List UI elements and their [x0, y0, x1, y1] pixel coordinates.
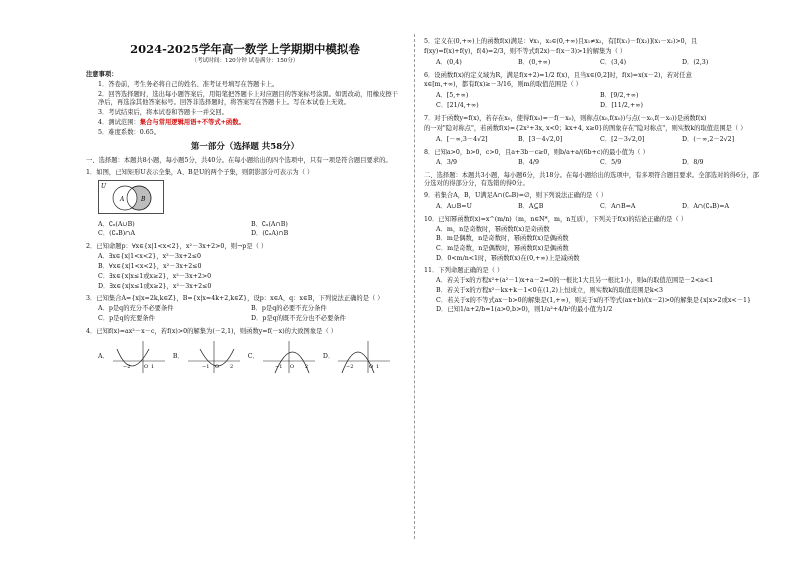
q11-option-c[interactable]: C．若关于x的不等式ax－b>0的解集是(1,+∞)，则关于x的不等式(ax+b)/(x－2)>0的解集是{x|x>2或x<－1} [436, 296, 752, 304]
venn-label-u: U [101, 182, 107, 190]
q4-option-c[interactable] [248, 339, 317, 375]
q4-graph-b [186, 339, 242, 375]
q1-option-a[interactable]: A．∁ᵤ(A∪B) [98, 220, 135, 228]
q1-options [86, 220, 404, 240]
note-4-label: 4．测试范围： [98, 118, 140, 126]
q3-option-a[interactable]: A．p是q的充分不必要条件 [98, 305, 174, 313]
q2-option-a[interactable]: A．∃x∈{x|1<x<2}，x²－3x+2≤0 [98, 253, 202, 261]
q6-option-c[interactable]: C．[21/4,+∞) [436, 102, 479, 110]
q10-option-c[interactable]: C．m是奇数，n是偶数时，幂函数f(x)是偶函数 [436, 245, 569, 253]
q4-graph-options [86, 339, 404, 375]
note-3: 3．考试结束后，将本试卷和答题卡一并交回。 [98, 108, 228, 116]
q1-stem: 1．如图，已知矩形U表示全集，A、B是U的两个子集，则阴影部分可表示为（ ） [86, 168, 314, 176]
q5-option-c[interactable]: C．(3,4) [600, 58, 627, 66]
section2-intro: 二、选择题：本题共3小题，每小题6分，共18分。在每小题给出的选项中，有多项符合题目要求。全部选对的得6分，部分选对的得部分分，有选错的得0分。 [424, 172, 759, 188]
q4-option-c-label: C． [247, 353, 259, 361]
svg-text:1: 1 [150, 364, 155, 371]
svg-text:O: O [214, 364, 219, 371]
venn-label-b: B [141, 195, 146, 203]
q4-option-a[interactable] [98, 339, 167, 375]
q7-stem-b: 的一对"隐对称点"，若函数f(x)={2x²+3x, x<0；kx+4, x≥0}的图象存在"隐对称点"，则实数k的取值范围是（ ） [424, 124, 747, 132]
left-column [86, 34, 404, 375]
q3-option-c[interactable]: C．p是q的充要条件 [98, 315, 155, 323]
q8-option-c[interactable]: C．5/9 [600, 159, 622, 167]
scope-highlight: 集合与常用逻辑用语+不等式+函数。 [139, 118, 245, 126]
q3-option-d[interactable]: D．p是q的既不充分也不必要条件 [251, 315, 346, 323]
q2-option-d[interactable]: D．∃x∈{x|x≤1或x≥2}，x²－3x+2≤0 [98, 282, 212, 290]
q11-option-a[interactable]: A．若关于x的方程x²+(a²－1)x+a－2=0的一根比1大且另一根比1小，则a的取值范围是－2<a<1 [436, 276, 714, 284]
q6-option-b[interactable]: B．[9/2,+∞) [600, 92, 639, 100]
q9-option-a[interactable]: A．A∪B=U [436, 202, 472, 210]
svg-text:−2: −2 [122, 364, 131, 371]
q4-graph-a [111, 339, 167, 375]
note-5: 5．难度系数：0.65。 [98, 128, 161, 136]
q8-options [424, 158, 764, 168]
svg-text:2: 2 [304, 364, 309, 371]
q3-options [86, 304, 404, 324]
q4-stem: 4．已知f(x)=ax²－x－c，若f(x)>0的解集为(－2,1)，则函数y=f(－x)的大致图象是（ ） [86, 328, 338, 336]
svg-text:O: O [369, 364, 374, 371]
exam-title: 2024-2025学年高一数学上学期期中模拟卷 [130, 42, 360, 56]
q5-options [424, 58, 764, 68]
q2-stem: 2．已知命题p：∀x∈{x|1<x<2}，x²－3x+2>0，则¬p是（ ） [86, 243, 268, 251]
note-4 [86, 119, 404, 127]
q8-stem: 8．已知a>0，b>0，c>0，且a+3b－c≥0，则b/a+a/(6b+c)的最小值为（ ） [424, 148, 649, 156]
q4-option-b[interactable] [173, 339, 242, 375]
svg-text:O: O [289, 364, 295, 371]
q9-stem: 9．若集合A，B，U满足A∩(∁ᵤB)=∅，则下列说法正确的是（ ） [424, 192, 608, 200]
q11-stem: 11．下列命题正确的是（ ） [424, 267, 504, 275]
q5-option-d[interactable]: D．(2,3) [682, 58, 709, 66]
q4-graph-c [261, 339, 317, 375]
right-column [424, 34, 764, 316]
q7-option-a[interactable]: A．[－∞,3－4√2] [436, 135, 488, 143]
q8-option-a[interactable]: A．3/9 [436, 159, 457, 167]
q5-option-a[interactable]: A．(0,4) [436, 58, 462, 66]
q7-options [424, 135, 764, 145]
q1-option-c[interactable]: C．(∁ᵤB)∩A [98, 230, 135, 238]
q3-option-b[interactable]: B．p是q的必要不充分条件 [251, 305, 327, 313]
q5-option-b[interactable]: B．(0,+∞) [518, 58, 551, 66]
svg-text:−2: −2 [346, 364, 354, 371]
q11-option-d[interactable]: D．已知1/a+2/b=1(a>0,b>0)，则1/a²+4/b²的最小值为1/2 [436, 306, 613, 314]
svg-text:2: 2 [229, 364, 233, 371]
q1-option-b[interactable]: B．∁ᵤ(A∩B) [251, 220, 288, 228]
exam-meta: （考试时间：120分钟 试卷满分：150分） [191, 58, 299, 65]
q8-option-b[interactable]: B．4/9 [518, 159, 540, 167]
q10-option-d[interactable]: D．0<m/n<1时，幂函数f(x)在(0,+∞)上是减函数 [436, 255, 580, 263]
venn-label-a: A [120, 195, 125, 203]
q7-option-b[interactable]: B．[3－4√2,0] [518, 135, 563, 143]
q6-option-d[interactable]: D．[11/2,+∞) [600, 102, 643, 110]
q5-stem-a: 5．定义在(0,+∞)上的函数f(x)满足：∀x₁，x₂∈(0,+∞)且x₁≠x₂，有[f(x₁)－f(x₂)](x₁－x₂)>0，且 [424, 38, 698, 45]
q4-option-b-label: B． [172, 353, 184, 361]
note-1: 1．答卷前，考生务必将自己的姓名、准考证号填写在答题卡上。 [98, 81, 279, 89]
q6-options [424, 91, 764, 111]
column-divider [414, 34, 415, 539]
q7-option-d[interactable]: D．(－∞,2－2√2] [682, 135, 735, 143]
q3-stem: 3．已知集合A={x|x=2k,k∈Z}，B={x|x=4k+2,k∈Z}，设p：x∈A，q：x∈B，下列说法正确的是（ ） [86, 294, 384, 302]
part1-title: 第一部分（选择题 共58分） [190, 142, 300, 153]
q4-option-d[interactable] [323, 339, 392, 375]
q1-venn-diagram [98, 180, 404, 217]
svg-text:O: O [143, 364, 148, 371]
q10-option-a[interactable]: A．m，n是奇数时，幂函数f(x)是奇函数 [436, 225, 550, 233]
q6-stem-b: x∈[m,+∞)，都有f(x)≥－3/16，则m的取值范围是（ ） [424, 81, 582, 89]
q4-graph-d [336, 339, 392, 375]
q1-option-d[interactable]: D．(∁ᵤA)∩B [251, 230, 289, 238]
q2-option-c[interactable]: C．∃x∈{x|x≤1或x≥2}，x²－3x+2>0 [98, 272, 212, 280]
q6-option-a[interactable]: A．[5,+∞) [436, 92, 469, 100]
venn-svg [98, 180, 164, 214]
q8-option-d[interactable]: D．8/9 [682, 159, 704, 167]
svg-text:−1: −1 [201, 364, 210, 371]
q4-option-a-label: A． [98, 353, 109, 361]
q6-stem-a: 6．设函数f(x)的定义域为R，满足f(x+2)=1/2 f(x)，且当x∈(0,2]时，f(x)=x(x－2)，若对任意 [424, 71, 692, 79]
q9-option-b[interactable]: B．A⊆B [518, 202, 544, 210]
q4-option-d-label: D． [322, 353, 335, 361]
svg-text:−1: −1 [274, 364, 283, 371]
q7-stem-a: 7．对于函数y=f(x)，若存在x₀，使得f(x₀)=－f(－x₀)，则称点(x₀,f(x₀))与点(－x₀,f(－x₀))是函数f(x) [424, 115, 707, 123]
q9-option-d[interactable]: D．A∩(∁ᵤB)=A [682, 202, 730, 210]
q10-option-b[interactable]: B．m是偶数，n是奇数时，幂函数f(x)是偶函数 [436, 235, 569, 243]
q9-option-c[interactable]: C．A∩B=A [600, 202, 636, 210]
q9-options [424, 202, 764, 212]
set-a-circle [113, 186, 137, 210]
q11-option-b[interactable]: B．若关于x的方程x²－kx+k－1<0在(1,2)上恒成立，则实数k的取值范围是k<3 [436, 286, 663, 294]
section1-intro: 一、选择题：本题共8小题，每小题5分，共40分。在每小题给出的四个选项中，只有一项是符合题目要求的。 [86, 157, 392, 164]
svg-text:1: 1 [376, 364, 380, 371]
q10-stem: 10．已知幂函数f(x)=x^(m/n)（m，n∈N*，m，n互质），下列关于f(x)的结论正确的是（ ） [424, 215, 688, 223]
q7-option-c[interactable]: C．[2－3√2,0] [600, 135, 645, 143]
notes-heading: 注意事项： [86, 71, 118, 79]
q5-stem-b: f(xy)=f(x)+f(y)，f(4)=2/3，则不等式f(2x)－f(x－3)>1的解集为（ ） [424, 47, 627, 55]
q2-option-b[interactable]: B．∀x∈{x|1<x<2}，x²－3x+2≤0 [98, 263, 202, 271]
note-2: 2．回答选择题时，选出每小题答案后，用铅笔把答题卡上对应题目的答案标号涂黑。如需改动，用橡皮擦干净后，再选涂其他答案标号。回答非选择题时，将答案写在答题卡上。写在本试卷上无效。 [98, 91, 398, 106]
